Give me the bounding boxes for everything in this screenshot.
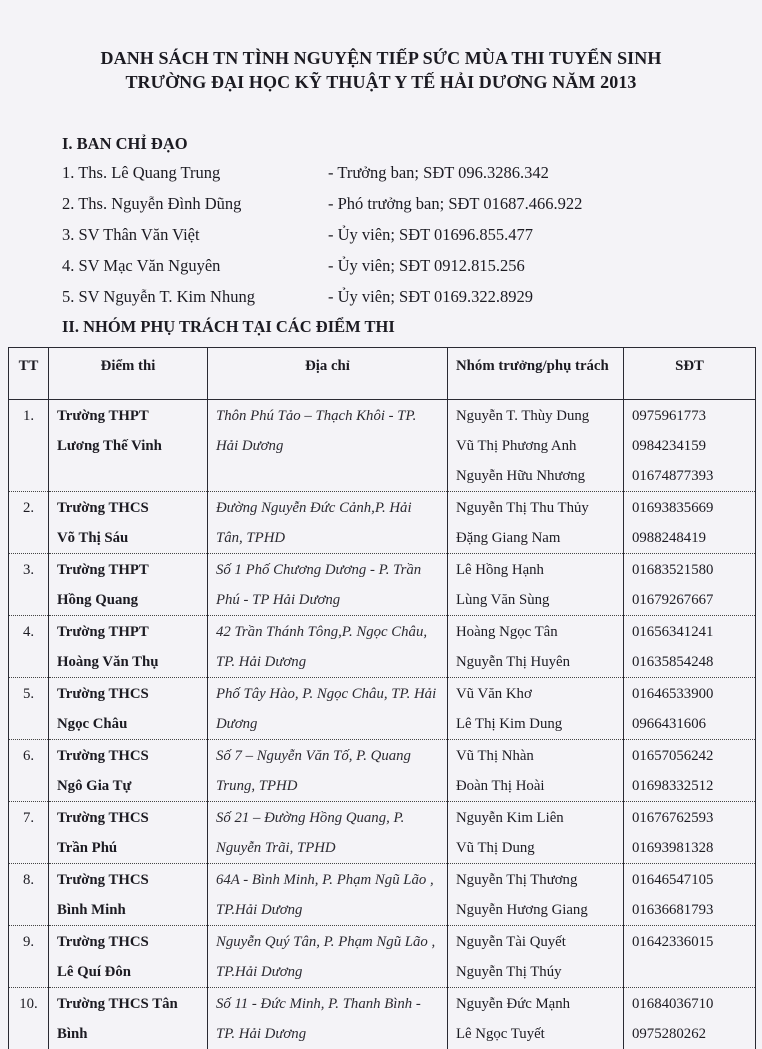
leader-name: Vũ Văn Khơ: [456, 679, 623, 709]
phone-number: 01693981328: [632, 833, 755, 863]
header-leader: Nhóm trưởng/phụ trách: [448, 348, 624, 400]
school-line: Trường THCS: [57, 741, 207, 771]
phone-number: 01635854248: [632, 647, 755, 677]
cell-school: [49, 926, 208, 988]
address-text: Nguyễn Quý Tân, P. Phạm Ngũ Lão , TP.Hải Dương: [216, 927, 441, 987]
phone-number: 01646547105: [632, 865, 755, 895]
cell-leaders: [448, 400, 624, 492]
school-line: Trường THCS Tân: [57, 989, 207, 1019]
school-line: Ngô Gia Tự: [57, 771, 207, 801]
cell-leaders: [448, 616, 624, 678]
cell-address: [208, 492, 448, 554]
leader-name: Lê Hồng Hạnh: [456, 555, 623, 585]
phone-number: 0984234159: [632, 431, 755, 461]
cell-phones: [624, 616, 756, 678]
header-address: Địa chỉ: [208, 348, 448, 400]
leader-name: Nguyễn T. Thùy Dung: [456, 401, 623, 431]
school-line: Võ Thị Sáu: [57, 523, 207, 553]
leader-name: Đặng Giang Nam: [456, 523, 623, 553]
cell-phones: [624, 864, 756, 926]
cell-leaders: [448, 988, 624, 1049]
cell-address: [208, 988, 448, 1049]
cell-school: [49, 988, 208, 1049]
phone-number: 01679267667: [632, 585, 755, 615]
leader-name: Đoàn Thị Hoài: [456, 771, 623, 801]
phone-number: 0966431606: [632, 709, 755, 739]
table-row: [9, 678, 756, 740]
leader-name: Hoàng Ngọc Tân: [456, 617, 623, 647]
school-line: Trường THCS: [57, 493, 207, 523]
school-line: Lương Thế Vinh: [57, 431, 207, 461]
school-line: Hoàng Văn Thụ: [57, 647, 207, 677]
member-name: 3. SV Thân Văn Việt: [62, 225, 200, 245]
member-name: 1. Ths. Lê Quang Trung: [62, 163, 220, 183]
section-2-heading: II. NHÓM PHỤ TRÁCH TẠI CÁC ĐIỂM THI: [62, 317, 395, 337]
member-role: - Phó trưởng ban; SĐT 01687.466.922: [328, 194, 582, 214]
leader-name: Lùng Văn Sùng: [456, 585, 623, 615]
committee-member: [62, 194, 742, 218]
header-phone: SĐT: [624, 348, 756, 400]
leader-name: Lê Ngọc Tuyết: [456, 1019, 623, 1049]
cell-school: [49, 802, 208, 864]
address-text: Thôn Phú Tảo – Thạch Khôi - TP. Hải Dương: [216, 401, 441, 461]
table-row: [9, 926, 756, 988]
title-line-2: TRƯỜNG ĐẠI HỌC KỸ THUẬT Y TẾ HẢI DƯƠNG NĂM 2013: [0, 70, 762, 94]
school-line: Trường THPT: [57, 617, 207, 647]
cell-school: [49, 678, 208, 740]
address-text: Số 7 – Nguyễn Văn Tố, P. Quang Trung, TPHD: [216, 741, 441, 801]
member-role: - Trưởng ban; SĐT 096.3286.342: [328, 163, 549, 183]
member-name: 5. SV Nguyễn T. Kim Nhung: [62, 287, 255, 307]
committee-member: [62, 163, 742, 187]
school-line: Trường THPT: [57, 401, 207, 431]
cell-phones: [624, 802, 756, 864]
cell-address: [208, 802, 448, 864]
cell-number: 8.: [9, 864, 49, 926]
leader-name: Nguyễn Kim Liên: [456, 803, 623, 833]
phone-number: 01642336015: [632, 927, 755, 957]
cell-leaders: [448, 678, 624, 740]
cell-leaders: [448, 740, 624, 802]
phone-number: 01646533900: [632, 679, 755, 709]
committee-member: [62, 256, 742, 280]
phone-number: 01657056242: [632, 741, 755, 771]
cell-school: [49, 740, 208, 802]
leader-name: Vũ Thị Phương Anh: [456, 431, 623, 461]
phone-number: 01683521580: [632, 555, 755, 585]
member-role: - Ủy viên; SĐT 0912.815.256: [328, 256, 525, 276]
leader-name: Nguyễn Thị Huyên: [456, 647, 623, 677]
school-line: Trần Phú: [57, 833, 207, 863]
table-row: [9, 616, 756, 678]
school-line: Trường THCS: [57, 803, 207, 833]
member-name: 4. SV Mạc Văn Nguyên: [62, 256, 220, 276]
cell-phones: [624, 400, 756, 492]
cell-address: [208, 926, 448, 988]
phone-number: 01684036710: [632, 989, 755, 1019]
cell-phones: [624, 926, 756, 988]
cell-number: 10.: [9, 988, 49, 1049]
cell-number: 6.: [9, 740, 49, 802]
table-row: [9, 400, 756, 492]
title-line-1: DANH SÁCH TN TÌNH NGUYỆN TIẾP SỨC MÙA THI TUYỂN SINH: [0, 46, 762, 70]
cell-school: [49, 554, 208, 616]
table-row: [9, 988, 756, 1049]
cell-school: [49, 492, 208, 554]
cell-number: 1.: [9, 400, 49, 492]
table-row: [9, 802, 756, 864]
cell-number: 5.: [9, 678, 49, 740]
document-title: [0, 46, 762, 94]
member-role: - Ủy viên; SĐT 0169.322.8929: [328, 287, 533, 307]
table-row: [9, 864, 756, 926]
cell-number: 4.: [9, 616, 49, 678]
school-line: Bình: [57, 1019, 207, 1049]
cell-number: 3.: [9, 554, 49, 616]
table-row: [9, 554, 756, 616]
cell-school: [49, 864, 208, 926]
header-tt: TT: [9, 348, 49, 400]
cell-address: [208, 740, 448, 802]
leader-name: Nguyễn Tài Quyết: [456, 927, 623, 957]
cell-leaders: [448, 926, 624, 988]
leader-name: Nguyễn Hữu Nhương: [456, 461, 623, 491]
school-line: Ngọc Châu: [57, 709, 207, 739]
cell-address: [208, 554, 448, 616]
member-role: - Ủy viên; SĐT 01696.855.477: [328, 225, 533, 245]
cell-leaders: [448, 864, 624, 926]
leader-name: Nguyễn Thị Thương: [456, 865, 623, 895]
cell-number: 9.: [9, 926, 49, 988]
address-text: Số 1 Phố Chương Dương - P. Trần Phú - TP Hải Dương: [216, 555, 441, 615]
cell-phones: [624, 492, 756, 554]
section-1-heading: I. BAN CHỈ ĐẠO: [62, 134, 188, 154]
school-line: Trường THPT: [57, 555, 207, 585]
address-text: Số 11 - Đức Minh, P. Thanh Bình - TP. Hải Dương: [216, 989, 441, 1049]
address-text: Phố Tây Hào, P. Ngọc Châu, TP. Hải Dương: [216, 679, 441, 739]
school-line: Lê Quí Đôn: [57, 957, 207, 987]
cell-school: [49, 400, 208, 492]
school-line: Hồng Quang: [57, 585, 207, 615]
table-row: [9, 492, 756, 554]
member-name: 2. Ths. Nguyễn Đình Dũng: [62, 194, 241, 214]
cell-leaders: [448, 492, 624, 554]
phone-number: 01676762593: [632, 803, 755, 833]
table-header-row: [9, 348, 756, 400]
school-line: Trường THCS: [57, 679, 207, 709]
phone-number: 01698332512: [632, 771, 755, 801]
phone-number: 0975961773: [632, 401, 755, 431]
address-text: Số 21 – Đường Hồng Quang, P. Nguyễn Trãi, TPHD: [216, 803, 441, 863]
phone-number: 0975280262: [632, 1019, 755, 1049]
leader-name: Nguyễn Hương Giang: [456, 895, 623, 925]
leader-name: Nguyễn Đức Mạnh: [456, 989, 623, 1019]
cell-number: 7.: [9, 802, 49, 864]
school-line: Bình Minh: [57, 895, 207, 925]
address-text: 42 Trần Thánh Tông,P. Ngọc Châu, TP. Hải Dương: [216, 617, 441, 677]
cell-address: [208, 616, 448, 678]
phone-number: 0988248419: [632, 523, 755, 553]
cell-phones: [624, 678, 756, 740]
cell-phones: [624, 554, 756, 616]
cell-phones: [624, 988, 756, 1049]
header-site: Điểm thi: [49, 348, 208, 400]
cell-phones: [624, 740, 756, 802]
phone-number: 01693835669: [632, 493, 755, 523]
exam-sites-table: [8, 347, 756, 1049]
cell-school: [49, 616, 208, 678]
phone-number: 01636681793: [632, 895, 755, 925]
table-row: [9, 740, 756, 802]
leader-name: Vũ Thị Nhàn: [456, 741, 623, 771]
cell-address: [208, 400, 448, 492]
cell-address: [208, 678, 448, 740]
committee-member: [62, 287, 742, 311]
school-line: Trường THCS: [57, 927, 207, 957]
cell-number: 2.: [9, 492, 49, 554]
leader-name: Nguyễn Thị Thúy: [456, 957, 623, 987]
cell-leaders: [448, 554, 624, 616]
school-line: Trường THCS: [57, 865, 207, 895]
leader-name: Nguyễn Thị Thu Thủy: [456, 493, 623, 523]
committee-member: [62, 225, 742, 249]
address-text: Đường Nguyễn Đức Cảnh,P. Hải Tân, TPHD: [216, 493, 441, 553]
phone-number: 01674877393: [632, 461, 755, 491]
leader-name: Vũ Thị Dung: [456, 833, 623, 863]
address-text: 64A - Bình Minh, P. Phạm Ngũ Lão , TP.Hải Dương: [216, 865, 441, 925]
leader-name: Lê Thị Kim Dung: [456, 709, 623, 739]
cell-leaders: [448, 802, 624, 864]
cell-address: [208, 864, 448, 926]
phone-number: 01656341241: [632, 617, 755, 647]
